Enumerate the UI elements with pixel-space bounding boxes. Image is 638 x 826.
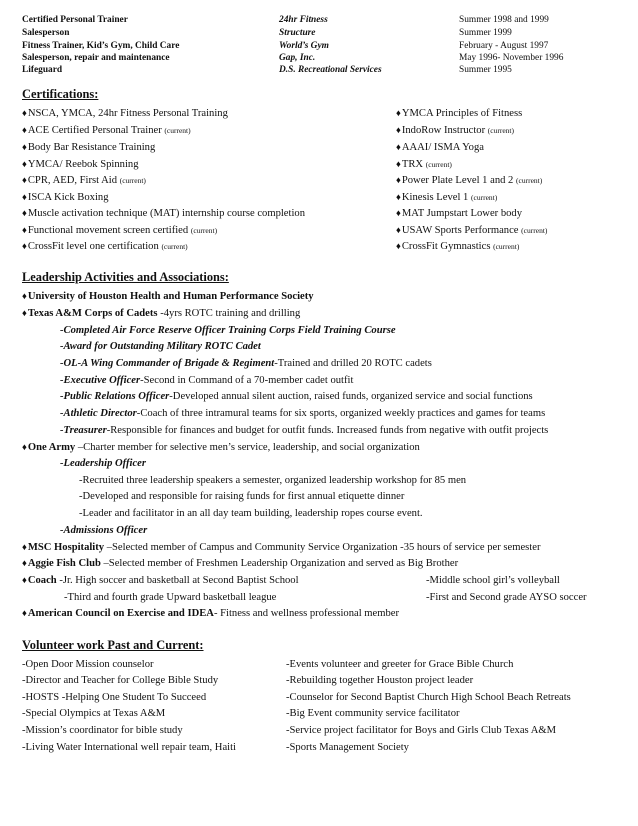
job-title: Lifeguard — [22, 65, 63, 75]
cert-status-note: (current) — [516, 176, 543, 185]
volunteer-item: -Open Door Mission counselor — [22, 659, 154, 670]
volunteer-item: -Sports Management Society — [286, 742, 409, 753]
volunteer-item: -Living Water International well repair team, Haiti — [22, 742, 236, 753]
diamond-bullet-icon: ♦ — [22, 126, 27, 136]
cert-status-note: (current) — [487, 126, 515, 135]
cert-item: ♦CrossFit Gymnastics (current) — [396, 241, 520, 252]
leadership-officer-duty: -Developed and responsible for raising funds for first annual etiquette dinner — [79, 491, 405, 502]
diamond-bullet-icon: ♦ — [22, 160, 27, 170]
diamond-bullet-icon: ♦ — [396, 193, 401, 203]
coach-detail: -First and Second grade AYSO soccer — [426, 592, 587, 603]
admissions-officer-role: -Admissions Officer — [60, 525, 148, 536]
volunteer-item: -Director and Teacher for College Bible Study — [22, 675, 219, 686]
cert-item: ♦CrossFit level one certification (current) — [22, 241, 188, 252]
corps-role: -Treasurer-Responsible for finances and budget for outfit funds. Increased funds from negative with outfit projects — [60, 425, 549, 436]
volunteer-item: -Events volunteer and greeter for Grace Bible Church — [286, 659, 514, 670]
job-dates: May 1996- November 1996 — [459, 53, 564, 63]
diamond-bullet-icon: ♦ — [22, 109, 27, 119]
diamond-bullet-icon: ♦ — [396, 226, 401, 236]
cert-status-note: (current) — [425, 160, 452, 169]
cert-item: ♦NSCA, YMCA, 24hr Fitness Personal Training — [22, 108, 228, 119]
volunteer-heading: Volunteer work Past and Current: — [22, 638, 204, 652]
activity-aggie-fish: ♦Aggie Fish Club –Selected member of Freshmen Leadership Organization and served as Big Brother — [22, 558, 459, 569]
job-title: Certified Personal Trainer — [22, 15, 128, 25]
diamond-bullet-icon: ♦ — [22, 143, 27, 153]
coach-detail: -Third and fourth grade Upward basketball league — [64, 592, 277, 603]
corps-role: -Athletic Director-Coach of three intramural teams for six sports, organized weekly practices and games for teams — [60, 408, 546, 419]
corps-role: -Completed Air Force Reserve Officer Training Corps Field Training Course — [60, 325, 396, 336]
diamond-bullet-icon: ♦ — [396, 160, 401, 170]
diamond-bullet-icon: ♦ — [396, 126, 401, 136]
job-company: World’s Gym — [279, 41, 329, 51]
volunteer-item: -Big Event community service facilitator — [286, 708, 460, 719]
diamond-bullet-icon: ♦ — [22, 193, 27, 203]
diamond-bullet-icon: ♦ — [22, 242, 27, 252]
diamond-bullet-icon: ♦ — [22, 176, 27, 186]
job-dates: February - August 1997 — [459, 41, 549, 51]
diamond-bullet-icon: ♦ — [22, 292, 27, 302]
cert-status-note: (current) — [471, 193, 498, 202]
cert-item: ♦Kinesis Level 1 (current) — [396, 192, 498, 203]
volunteer-item: -Service project facilitator for Boys and Girls Club Texas A&M — [286, 725, 557, 736]
leadership-officer-duty: -Recruited three leadership speakers a semester, organized leadership workshop for 85 men — [79, 475, 467, 486]
corps-role: -Public Relations Officer-Developed annual silent auction, raised funds, organized service and social functions — [60, 391, 533, 402]
job-title: Fitness Trainer, Kid’s Gym, Child Care — [22, 41, 180, 51]
diamond-bullet-icon: ♦ — [396, 143, 401, 153]
diamond-bullet-icon: ♦ — [22, 543, 27, 553]
diamond-bullet-icon: ♦ — [396, 242, 401, 252]
volunteer-item: -HOSTS -Helping One Student To Succeed — [22, 692, 207, 703]
cert-item: ♦YMCA Principles of Fitness — [396, 108, 523, 119]
volunteer-item: -Rebuilding together Houston project leader — [286, 675, 474, 686]
diamond-bullet-icon: ♦ — [22, 443, 27, 453]
activity-coach: ♦Coach -Jr. High soccer and basketball at Second Baptist School — [22, 575, 299, 586]
cert-item: ♦TRX (current) — [396, 159, 452, 170]
cert-status-note: (current) — [161, 242, 188, 251]
diamond-bullet-icon: ♦ — [22, 209, 27, 219]
diamond-bullet-icon: ♦ — [22, 309, 27, 319]
corps-role: -Award for Outstanding Military ROTC Cadet — [60, 341, 261, 352]
activity-one-army: ♦One Army –Charter member for selective men’s service, leadership, and social organization — [22, 442, 420, 453]
cert-item: ♦Functional movement screen certified (current) — [22, 225, 218, 236]
coach-detail: -Middle school girl’s volleyball — [426, 575, 560, 586]
cert-item: ♦MAT Jumpstart Lower body — [396, 208, 523, 219]
leadership-heading: Leadership Activities and Associations: — [22, 270, 229, 284]
activity-tamu-corps: ♦Texas A&M Corps of Cadets -4yrs ROTC training and drilling — [22, 308, 301, 319]
volunteer-item: -Counselor for Second Baptist Church High School Beach Retreats — [286, 692, 571, 703]
activity-msc: ♦MSC Hospitality –Selected member of Campus and Community Service Organization -35 hours of service per semester — [22, 542, 541, 553]
diamond-bullet-icon: ♦ — [22, 609, 27, 619]
cert-item: ♦Power Plate Level 1 and 2 (current) — [396, 175, 543, 186]
diamond-bullet-icon: ♦ — [396, 209, 401, 219]
cert-status-note: (current) — [190, 226, 218, 235]
job-company: 24hr Fitness — [279, 15, 328, 25]
cert-item: ♦Body Bar Resistance Training — [22, 142, 156, 153]
activity-uh: ♦University of Houston Health and Human Performance Society — [22, 291, 314, 302]
job-company: Structure — [279, 28, 316, 38]
corps-role: -OL-A Wing Commander of Brigade & Regiment-Trained and drilled 20 ROTC cadets — [60, 358, 432, 369]
cert-item: ♦YMCA/ Reebok Spinning — [22, 159, 139, 170]
cert-status-note: (current) — [493, 242, 520, 251]
cert-item: ♦ISCA Kick Boxing — [22, 192, 109, 203]
cert-item: ♦CPR, AED, First Aid (current) — [22, 175, 146, 186]
diamond-bullet-icon: ♦ — [22, 576, 27, 586]
job-company: D.S. Recreational Services — [279, 65, 382, 75]
cert-item: ♦IndoRow Instructor (current) — [396, 125, 515, 136]
job-title: Salesperson — [22, 28, 70, 38]
diamond-bullet-icon: ♦ — [396, 109, 401, 119]
cert-item: ♦AAAI/ ISMA Yoga — [396, 142, 484, 153]
cert-item: ♦Muscle activation technique (MAT) internship course completion — [22, 208, 305, 219]
cert-status-note: (current) — [164, 126, 191, 135]
corps-role: -Executive Officer-Second in Command of a 70-member cadet outfit — [60, 375, 354, 386]
volunteer-item: -Special Olympics at Texas A&M — [22, 708, 166, 719]
cert-status-note: (current) — [119, 176, 146, 185]
job-dates: Summer 1995 — [459, 65, 512, 75]
activity-ace-idea: ♦American Council on Exercise and IDEA- Fitness and wellness professional member — [22, 608, 400, 619]
job-title: Salesperson, repair and maintenance — [22, 53, 170, 63]
diamond-bullet-icon: ♦ — [396, 176, 401, 186]
cert-item: ♦USAW Sports Performance (current) — [396, 225, 548, 236]
cert-item: ♦ACE Certified Personal Trainer (current) — [22, 125, 191, 136]
leadership-officer-role: -Leadership Officer — [60, 458, 147, 469]
job-company: Gap, Inc. — [279, 53, 316, 63]
job-dates: Summer 1999 — [459, 28, 512, 38]
certifications-heading: Certifications: — [22, 87, 99, 101]
job-dates: Summer 1998 and 1999 — [459, 15, 549, 25]
diamond-bullet-icon: ♦ — [22, 226, 27, 236]
leadership-officer-duty: -Leader and facilitator in an all day team building, leadership ropes course event. — [79, 508, 423, 519]
volunteer-item: -Mission’s coordinator for bible study — [22, 725, 183, 736]
diamond-bullet-icon: ♦ — [22, 559, 27, 569]
cert-status-note: (current) — [521, 226, 548, 235]
